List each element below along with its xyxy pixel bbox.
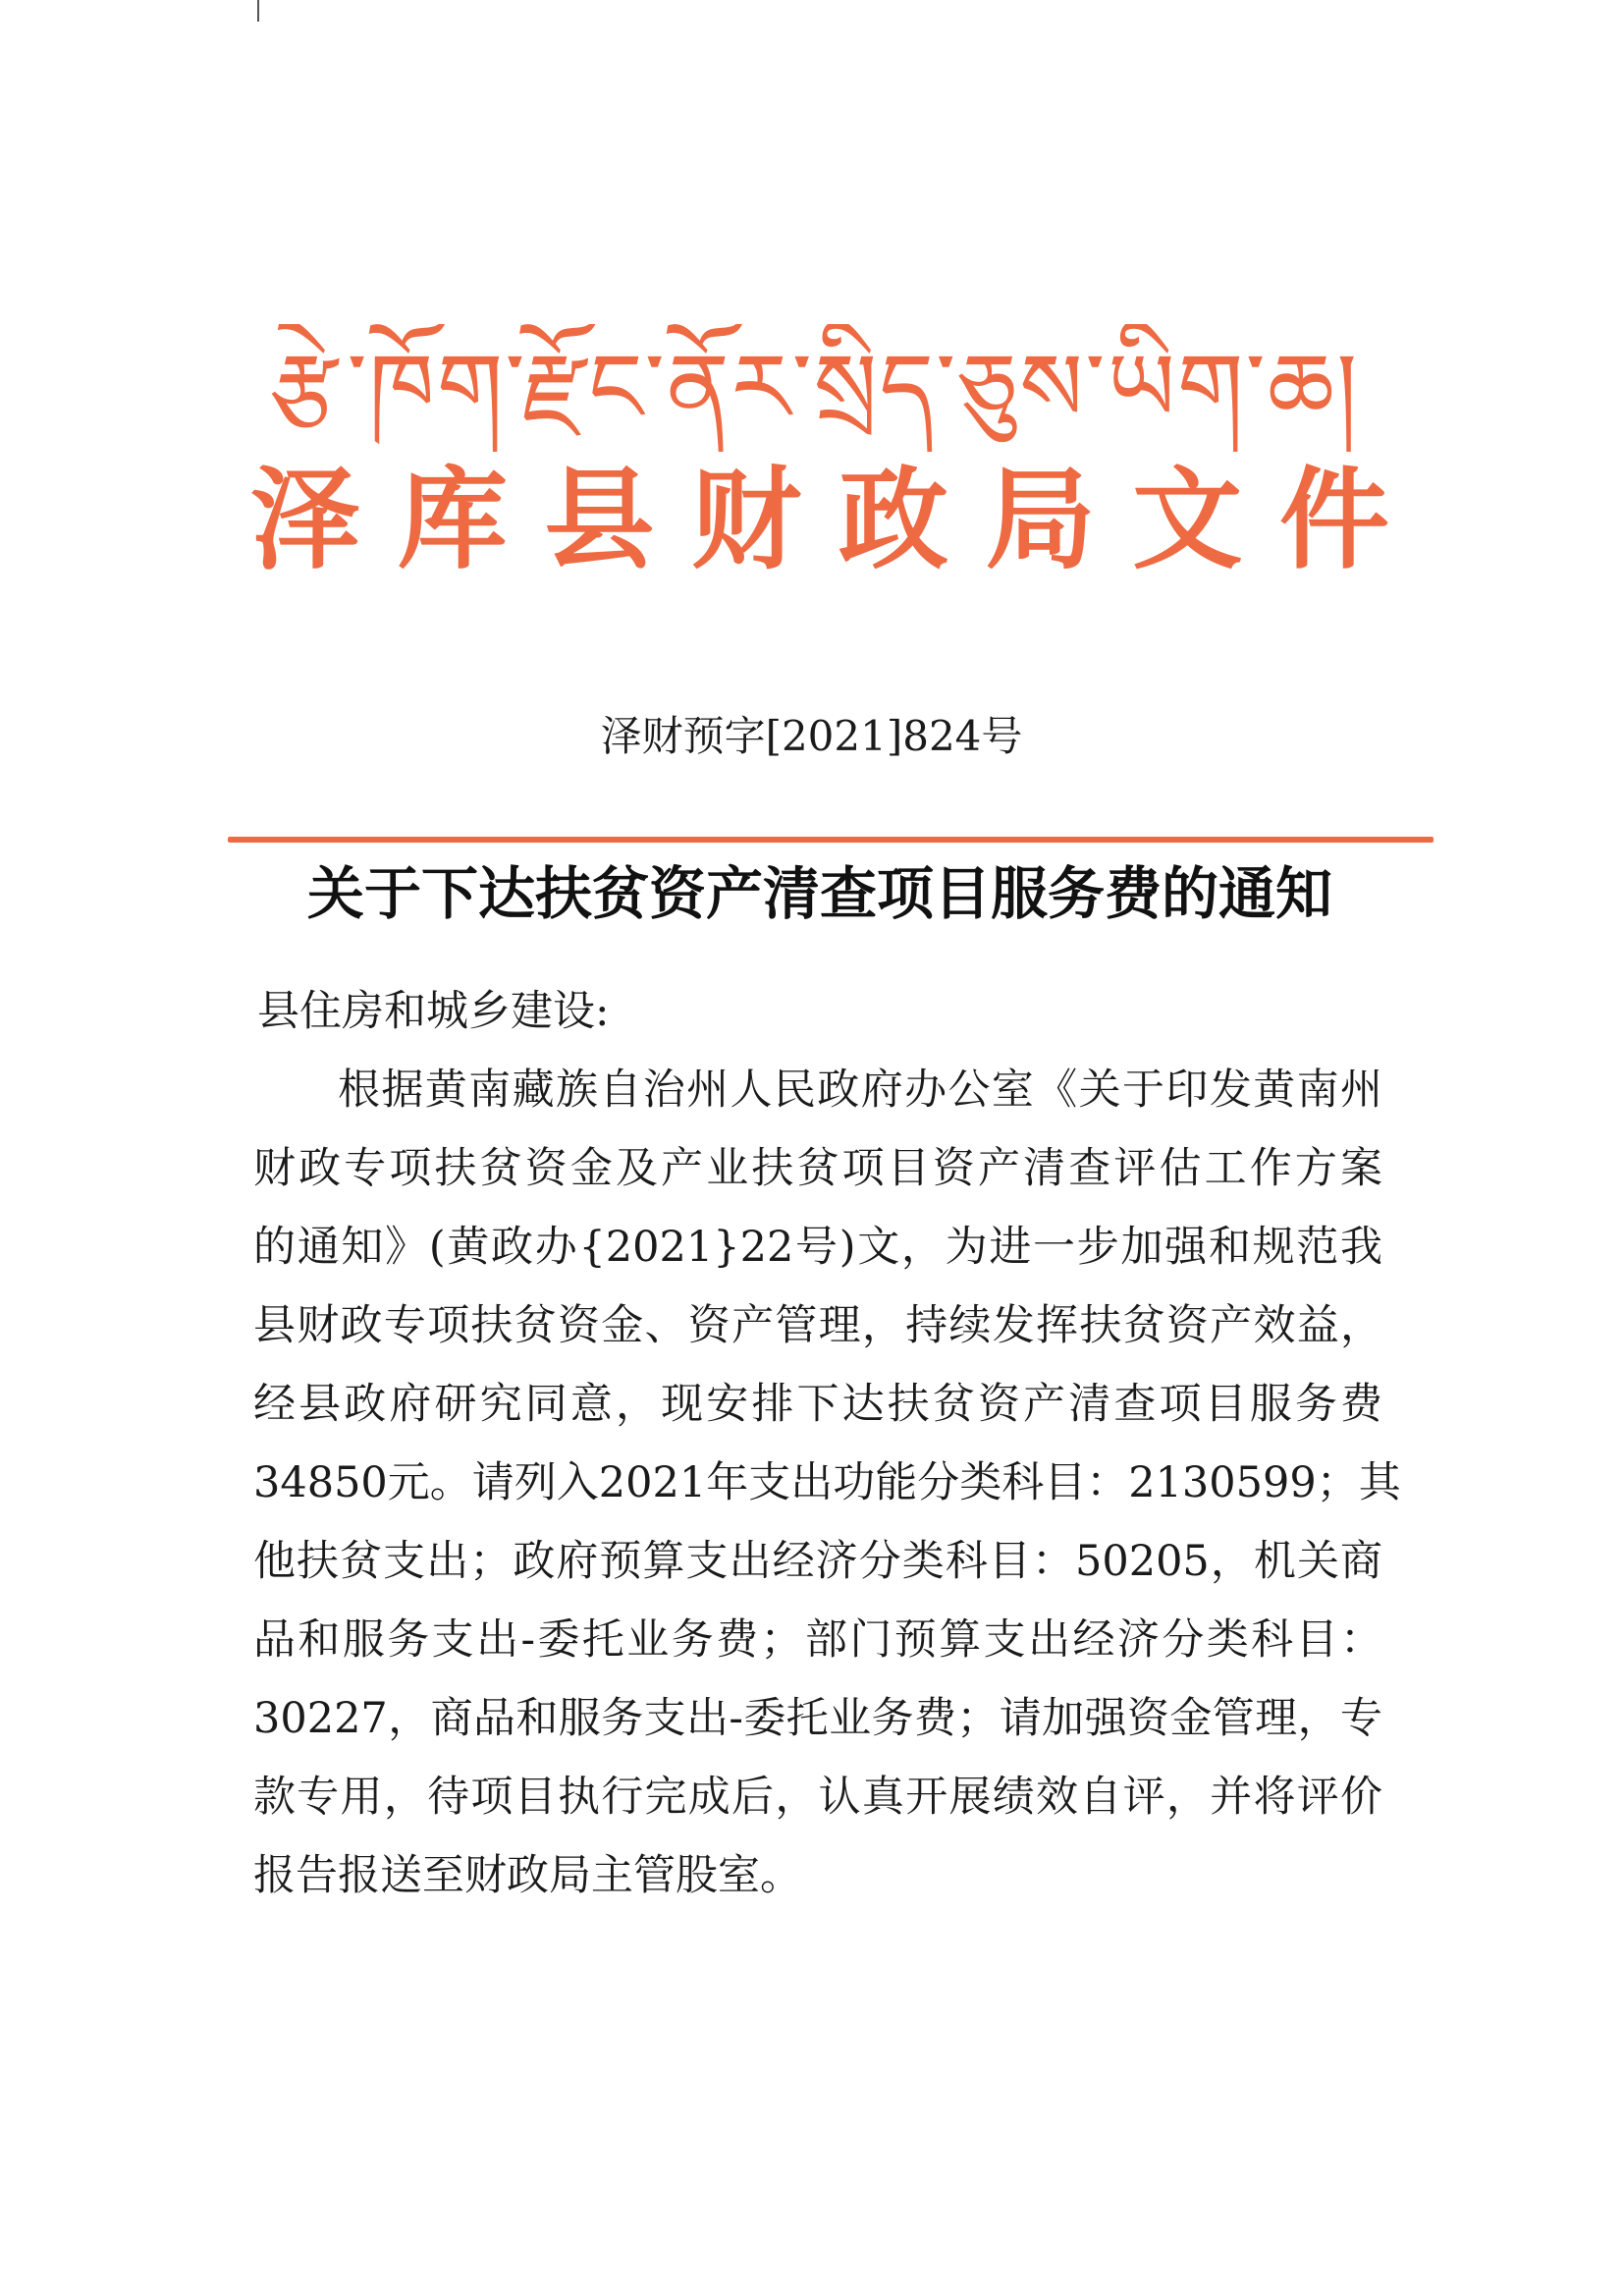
body-line: 款专用，待项目执行完成后，认真开展绩效自评，并将评价: [253, 1773, 1382, 1822]
body-line: 30227，商品和服务支出-委托业务费；请加强资金管理，专: [253, 1694, 1382, 1743]
issuer-name-tibetan: རྩེ་ཁོག་རྫོང་ནོར་སྲིད་ཅུས་ཡིག་ཆ།: [270, 333, 1360, 443]
red-divider-line: [228, 837, 1434, 843]
issuer-name-chinese: 泽库县财政局文件: [250, 457, 1389, 584]
document-title: 关于下达扶贫资产清查项目服务费的通知: [306, 860, 1332, 927]
recipient-line: 县住房和城乡建设:: [257, 987, 610, 1036]
body-line: 县财政专项扶贫资金、资产管理，持续发挥扶贫资产效益，: [253, 1301, 1382, 1350]
body-line: 34850元。请列入2021年支出功能分类科目：2130599；其: [253, 1458, 1401, 1507]
body-paragraph: [253, 1051, 1401, 1915]
body-line: 他扶贫支出；政府预算支出经济分类科目：50205，机关商: [253, 1537, 1382, 1586]
scan-edge-mark: [257, 0, 259, 22]
body-line: 的通知》(黄政办{2021}22号)文，为进一步加强和规范我: [253, 1223, 1382, 1272]
body-line: 报告报送至财政局主管股室。: [253, 1851, 802, 1900]
body-line: 经县政府研究同意，现安排下达扶贫资产清查项目服务费: [253, 1380, 1382, 1429]
body-line: 根据黄南藏族自治州人民政府办公室《关于印发黄南州: [338, 1066, 1382, 1115]
document-number: 泽财预字[2021]824号: [600, 712, 1023, 760]
body-line: 品和服务支出-委托业务费；部门预算支出经济分类科目：: [253, 1615, 1382, 1665]
body-line: 财政专项扶贫资金及产业扶贫项目资产清查评估工作方案: [253, 1144, 1382, 1193]
